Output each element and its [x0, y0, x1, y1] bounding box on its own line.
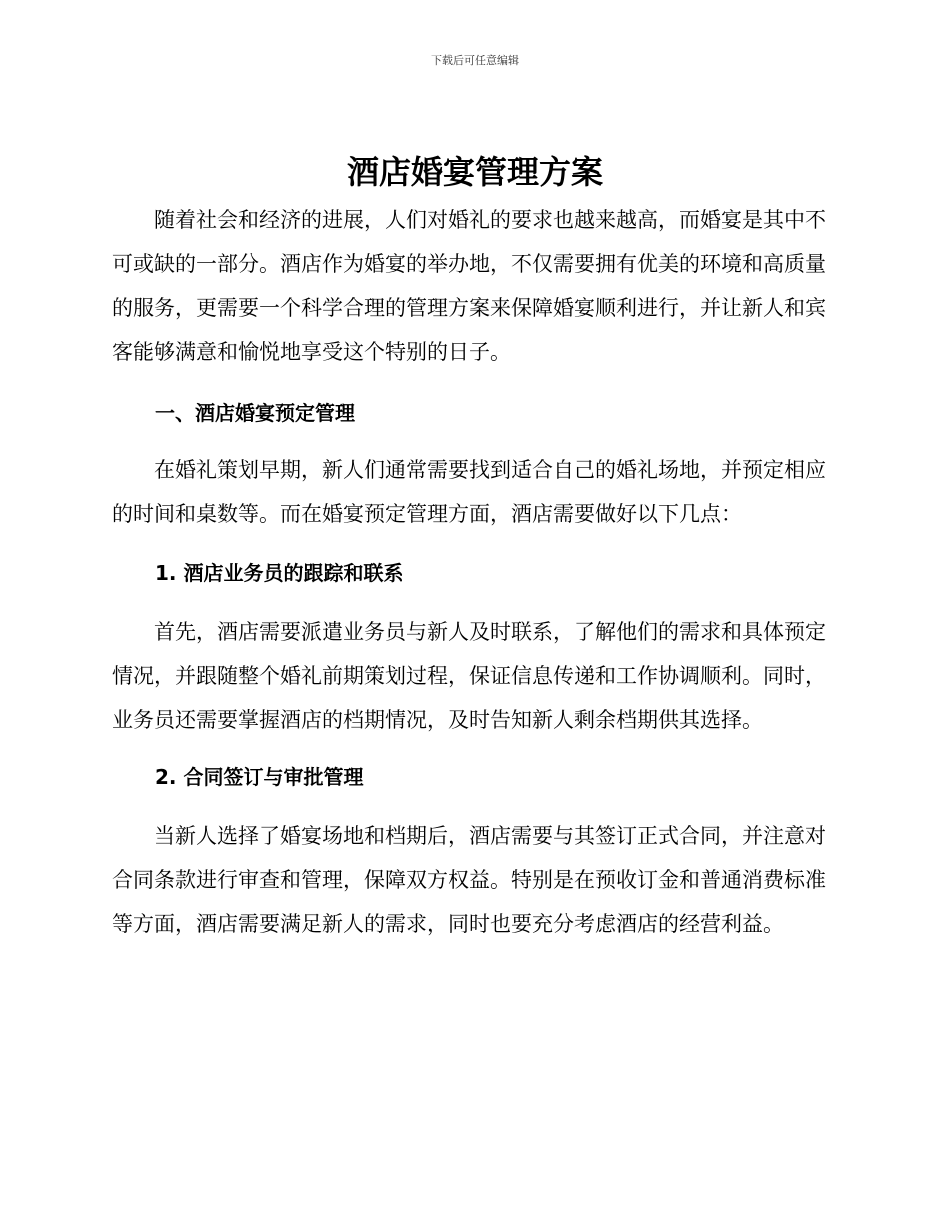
header-note: 下载后可任意编辑	[431, 54, 519, 67]
booking-paragraph: 在婚礼策划早期，新人们通常需要找到适合自己的婚礼场地，并预定相应的时间和桌数等。而在婚宴预定管理方面，酒店需要做好以下几点：	[112, 458, 826, 526]
subsection-heading-salesperson: 1. 酒店业务员的跟踪和联系	[155, 561, 404, 585]
salesperson-paragraph: 首先，酒店需要派遣业务员与新人及时联系，了解他们的需求和具体预定情况，并跟随整个婚礼前期策划过程，保证信息传递和工作协调顺利。同时，业务员还需要掌握酒店的档期情况，及时告知新人剩余档期供其选择。	[112, 620, 826, 732]
subsection-heading-contract: 2. 合同签订与审批管理	[155, 765, 364, 789]
intro-paragraph: 随着社会和经济的进展，人们对婚礼的要求也越来越高，而婚宴是其中不可或缺的一部分。酒店作为婚宴的举办地，不仅需要拥有优美的环境和高质量的服务，更需要一个科学合理的管理方案来保障婚宴顺利进行，并让新人和宾客能够满意和愉悦地享受这个特别的日子。	[112, 208, 826, 364]
document-title: 酒店婚宴管理方案	[346, 153, 603, 191]
contract-paragraph: 当新人选择了婚宴场地和档期后，酒店需要与其签订正式合同，并注意对合同条款进行审查和管理，保障双方权益。特别是在预收订金和普通消费标准等方面，酒店需要满足新人的需求，同时也要充分考虑酒店的经营利益。	[112, 824, 826, 936]
section-heading-booking: 一、酒店婚宴预定管理	[155, 401, 355, 425]
